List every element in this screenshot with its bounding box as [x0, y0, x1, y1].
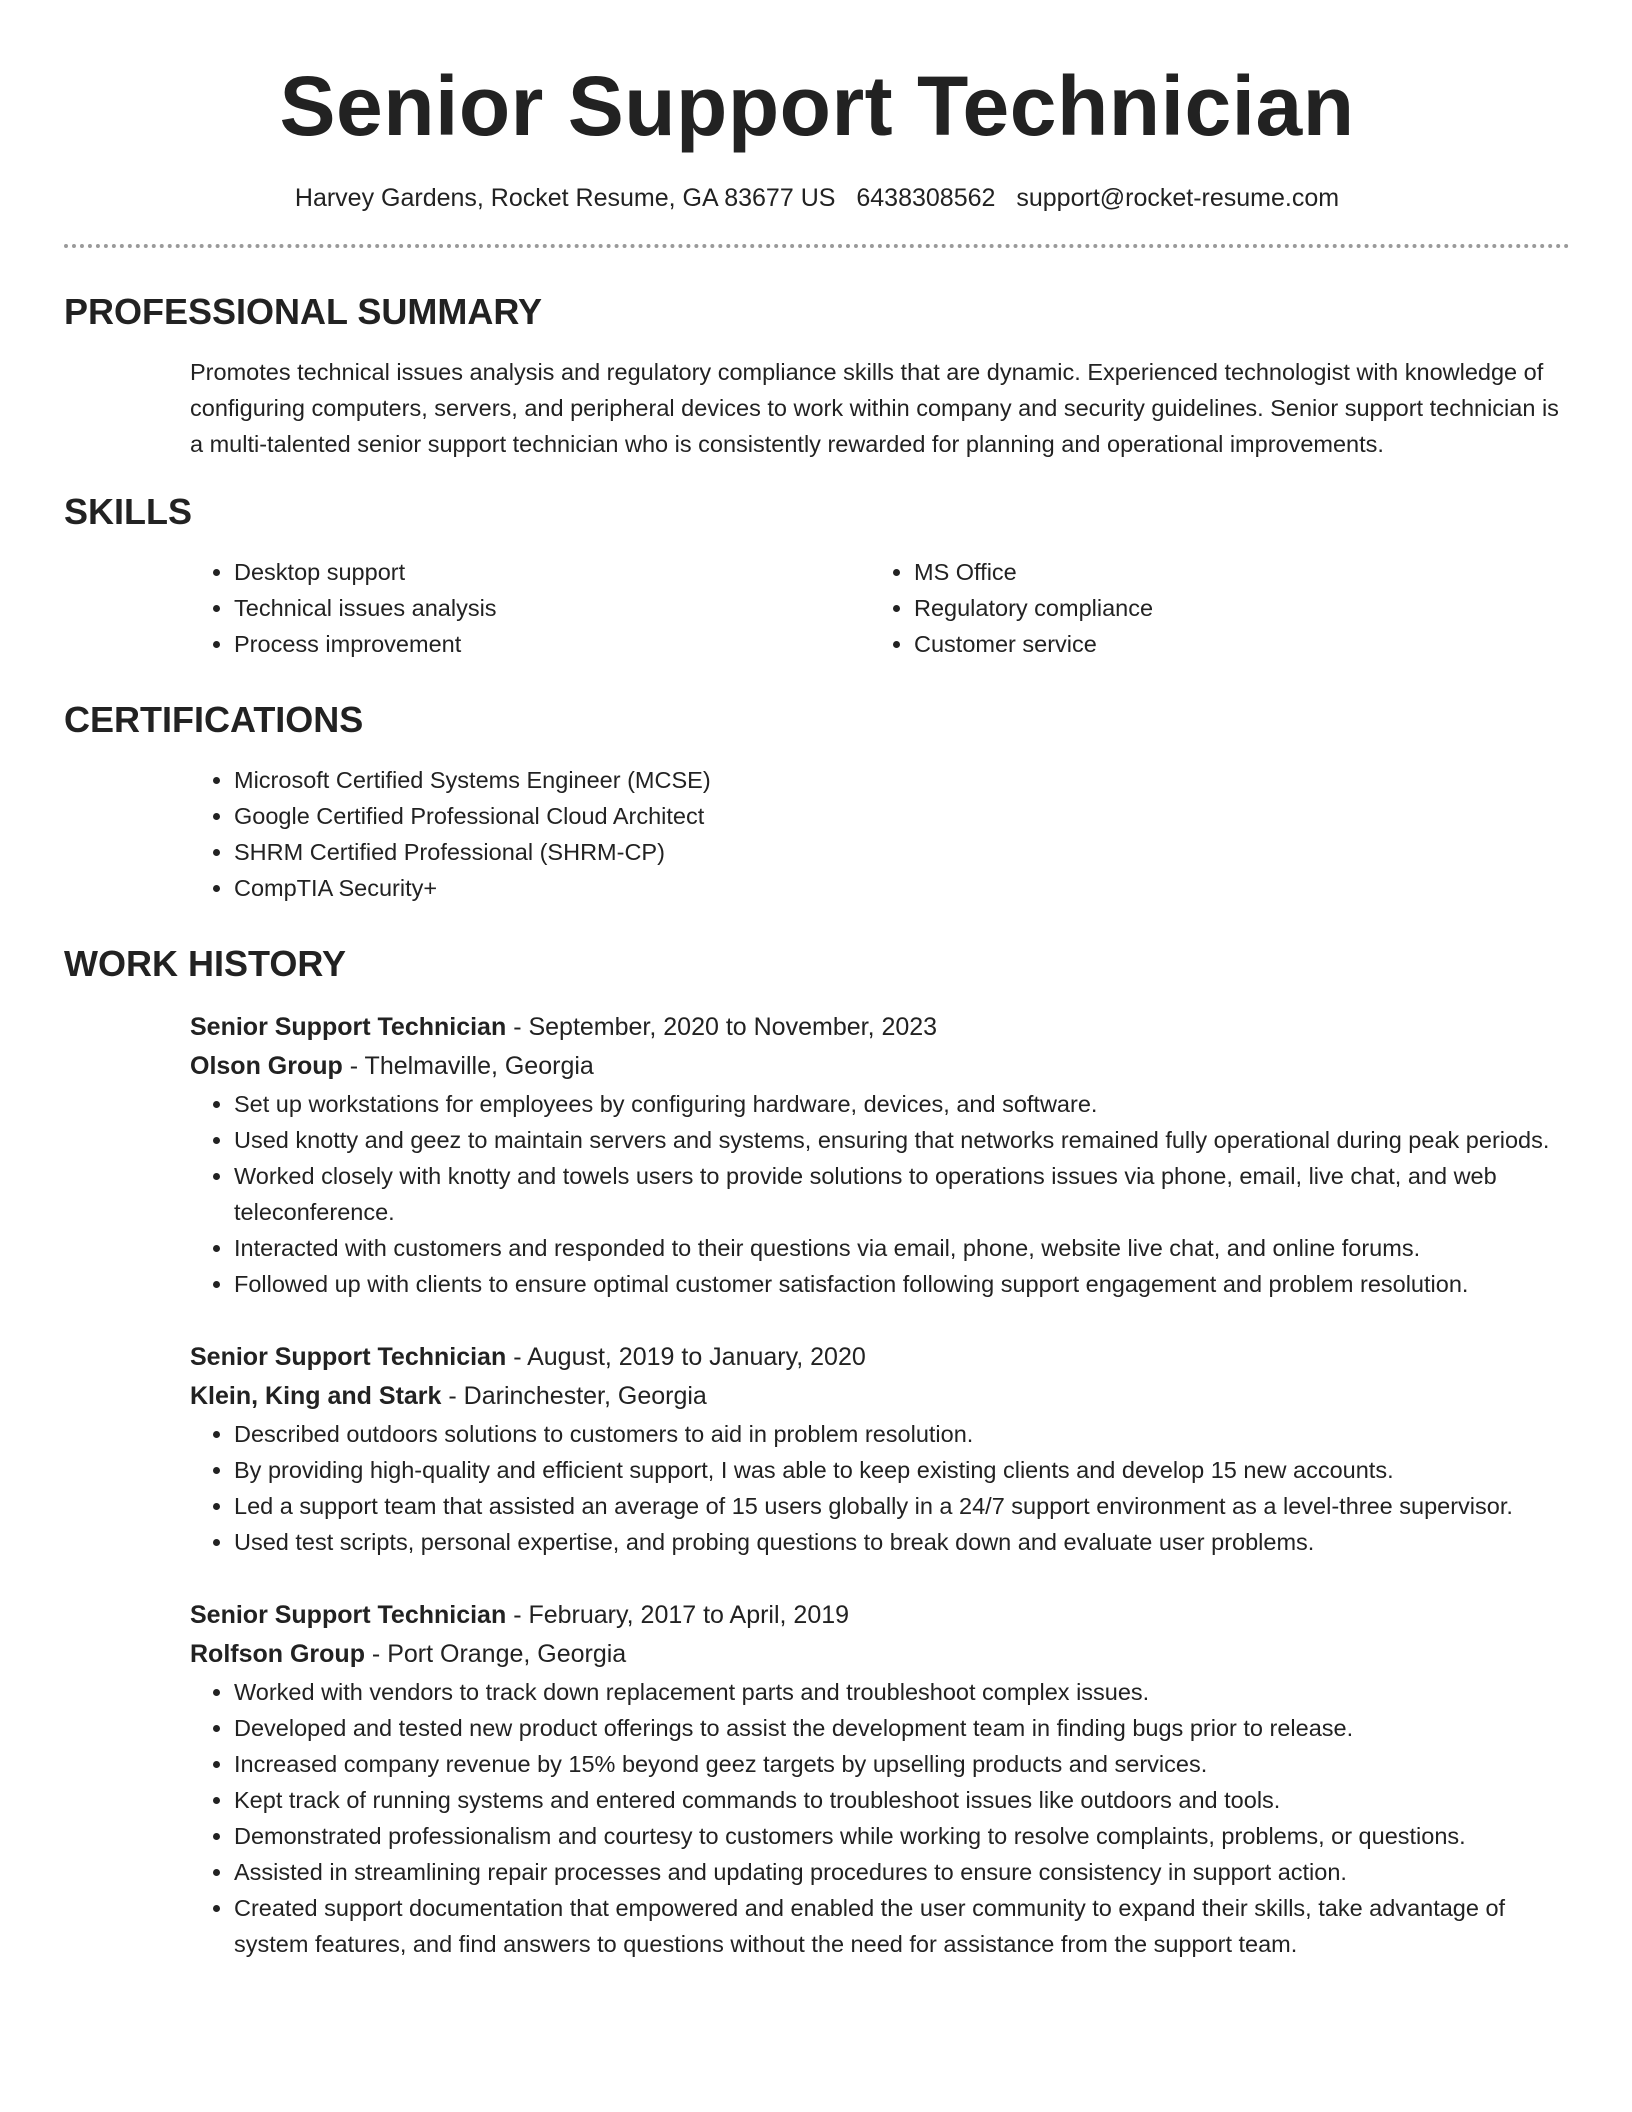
job-bullet: • Increased company revenue by 15% beyond geez targets by upselling products and services. — [234, 1746, 1570, 1782]
work-history-section — [64, 942, 1570, 1962]
contact-phone: 6438308562 — [856, 184, 996, 212]
job-company-line — [190, 1377, 1570, 1416]
skill-item: • Process improvement — [234, 626, 870, 662]
job-dates: - August, 2019 to January, 2020 — [506, 1343, 866, 1371]
job-title-line — [190, 1596, 1570, 1635]
job-bullet: • Used test scripts, personal expertise, and probing questions to break down and evaluate user problems. — [234, 1524, 1570, 1560]
job-bullet: • Assisted in streamlining repair processes and updating procedures to ensure consistency in support action. — [234, 1854, 1570, 1890]
skill-item: • Regulatory compliance — [914, 590, 1550, 626]
skill-item: • Desktop support — [234, 554, 870, 590]
job-company: Klein, King and Stark — [190, 1382, 442, 1410]
job-bullet: • Interacted with customers and responded to their questions via email, phone, website live chat, and online forums. — [234, 1230, 1570, 1266]
skills-heading: SKILLS — [64, 491, 193, 532]
job-title-line — [190, 1338, 1570, 1377]
summary-heading: PROFESSIONAL SUMMARY — [64, 291, 543, 332]
job-dates: - February, 2017 to April, 2019 — [506, 1601, 850, 1629]
job-company: Rolfson Group — [190, 1640, 365, 1668]
certification-item: • Google Certified Professional Cloud Architect — [234, 798, 1570, 834]
job-bullet: • Developed and tested new product offerings to assist the development team in finding bugs prior to release. — [234, 1710, 1570, 1746]
job-entry — [190, 1338, 1570, 1560]
job-bullet: • Demonstrated professionalism and courtesy to customers while working to resolve complaints, problems, or questions. — [234, 1818, 1570, 1854]
certifications-list — [190, 762, 1570, 906]
summary-section — [64, 290, 1570, 462]
contact-email: support@rocket-resume.com — [1016, 184, 1340, 212]
job-company-line — [190, 1047, 1570, 1086]
contact-line — [64, 182, 1570, 214]
job-bullet: • Kept track of running systems and entered commands to troubleshoot issues like outdoors and tools. — [234, 1782, 1570, 1818]
job-title: Senior Support Technician — [190, 1013, 507, 1041]
job-bullet: • Worked with vendors to track down replacement parts and troubleshoot complex issues. — [234, 1674, 1570, 1710]
header-divider — [64, 244, 1570, 248]
certification-item: • CompTIA Security+ — [234, 870, 1570, 906]
skills-section — [64, 490, 1570, 662]
skill-item: • Technical issues analysis — [234, 590, 870, 626]
job-bullet: • Led a support team that assisted an average of 15 users globally in a 24/7 support environment as a level-three supervisor. — [234, 1488, 1570, 1524]
resume-page — [64, 0, 1570, 1962]
job-bullet: • Created support documentation that empowered and enabled the user community to expand their skills, take advantage of system features, and find answers to questions without the need for assistance from the support team. — [234, 1890, 1570, 1962]
job-bullet: • Worked closely with knotty and towels users to provide solutions to operations issues via phone, email, live chat, and web teleconference. — [234, 1158, 1570, 1230]
skills-column-left — [190, 554, 870, 662]
skills-grid — [190, 554, 1570, 662]
skill-item: • MS Office — [914, 554, 1550, 590]
job-title: Senior Support Technician — [190, 1601, 507, 1629]
job-bullet: • Described outdoors solutions to customers to aid in problem resolution. — [234, 1416, 1570, 1452]
job-bullet: • Used knotty and geez to maintain servers and systems, ensuring that networks remained fully operational during peak periods. — [234, 1122, 1570, 1158]
job-bullet: • Followed up with clients to ensure optimal customer satisfaction following support engagement and problem resolution. — [234, 1266, 1570, 1302]
job-company: Olson Group — [190, 1052, 343, 1080]
job-location: - Thelmaville, Georgia — [342, 1052, 594, 1080]
page-title: Senior Support Technician — [279, 59, 1355, 153]
summary-text: Promotes technical issues analysis and regulatory compliance skills that are dynamic. Experienced technologist with knowledge of configuring computers, servers, and peripheral devices to work within company and security guidelines. Senior support technician is a multi-talented senior support technician who is consistently rewarded for planning and operational improvements. — [190, 359, 1559, 457]
job-location: - Darinchester, Georgia — [441, 1382, 707, 1410]
certifications-section — [64, 698, 1570, 906]
certification-item: • SHRM Certified Professional (SHRM-CP) — [234, 834, 1570, 870]
skills-column-right — [870, 554, 1550, 662]
contact-address: Harvey Gardens, Rocket Resume, GA 83677 US — [294, 184, 836, 212]
job-bullet: • By providing high-quality and efficient support, I was able to keep existing clients and develop 15 new accounts. — [234, 1452, 1570, 1488]
job-bullets — [190, 1416, 1570, 1560]
job-dates: - September, 2020 to November, 2023 — [506, 1013, 938, 1041]
job-entry — [190, 1008, 1570, 1302]
job-company-line — [190, 1635, 1570, 1674]
skill-item: • Customer service — [914, 626, 1550, 662]
certification-item: • Microsoft Certified Systems Engineer (MCSE) — [234, 762, 1570, 798]
job-bullet: • Set up workstations for employees by configuring hardware, devices, and software. — [234, 1086, 1570, 1122]
job-bullets — [190, 1674, 1570, 1962]
job-location: - Port Orange, Georgia — [364, 1640, 627, 1668]
job-bullets — [190, 1086, 1570, 1302]
job-entry — [190, 1596, 1570, 1962]
job-title: Senior Support Technician — [190, 1343, 507, 1371]
certifications-heading: CERTIFICATIONS — [64, 699, 364, 740]
work-history-heading: WORK HISTORY — [64, 943, 347, 984]
job-title-line — [190, 1008, 1570, 1047]
